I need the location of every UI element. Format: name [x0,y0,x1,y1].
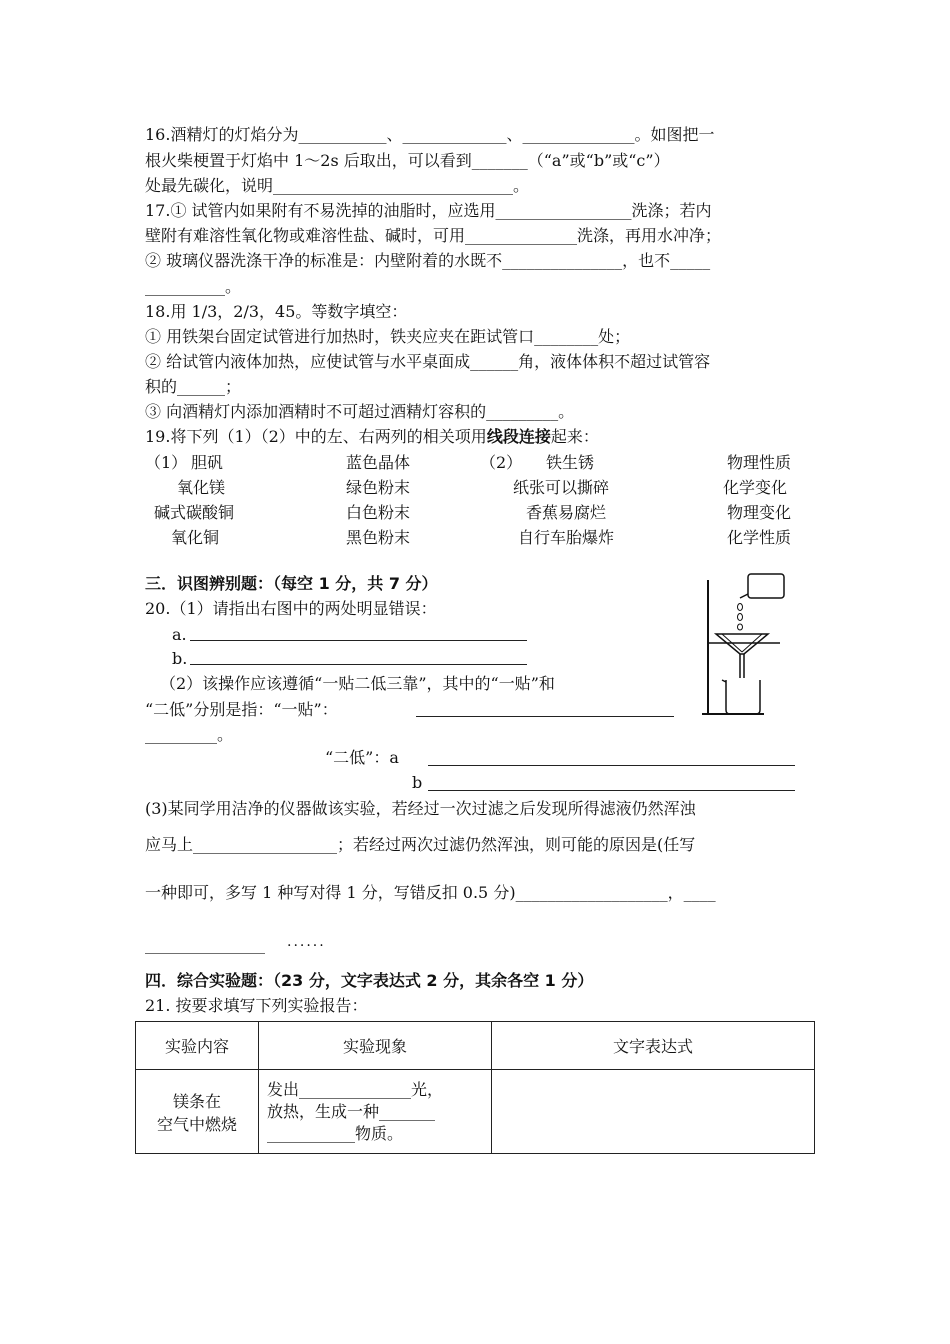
q20-line10: 一种即可，多写 1 种写对得 1 分，写错反扣 0.5 分)___________________，____ [145,883,716,902]
q20-line5: “二低”分别是指：“一贴”： [145,700,338,719]
q17-line1: 17.① 试管内如果附有不易洗掉的油脂时，应选用_________________洗涤；若内 [145,201,712,220]
q20-a-label: a. [172,625,187,644]
q20-line8: (3)某同学用洁净的仪器做该实验，若经过一次过滤之后发现所得滤液仍然浑浊 [145,799,696,818]
q19-group1-label: （1） [145,453,188,472]
q17-line3: ② 玻璃仪器洗涤干净的标准是：内壁附着的水既不_______________，也不_____ [145,251,711,270]
q17-line2: 壁附有难溶性氧化物或难溶性盐、碱时，可用______________洗涤，再用水冲净； [145,226,722,245]
q19-intro-bold: 线段连接 [486,427,551,446]
q19-intro [145,426,599,448]
filtration-apparatus-figure [700,570,810,720]
q20-line1: 20.（1）请指出右图中的两处明显错误： [145,599,437,618]
q20-line4: （2）该操作应该遵循“一贴二低三靠”，其中的“一贴”和 [160,674,555,693]
q19-col2-item: 黑色粉末 [346,528,411,547]
q19-col3-item: 自行车胎爆炸 [518,528,615,547]
row1-observation-line: ___________物质。 [267,1123,404,1143]
q18-line1: 18.用 1/3，2/3，45。等数字填空： [145,302,408,321]
table-row [136,1070,815,1154]
table-header-row [136,1022,815,1070]
q18-line4: 积的______； [145,377,242,396]
row1-observation-line: 发出______________光， [267,1079,444,1099]
q20-erdi-a-blank [428,765,795,766]
row1-content-line: 镁条在 [172,1091,221,1111]
q20-line6: _________。 [145,725,234,744]
q18-line5: ③ 向酒精灯内添加酒精时不可超过酒精灯容积的_________。 [145,402,575,421]
section-3-title: 三．识图辨别题：（每空 1 分，共 7 分） [145,574,438,593]
q19-col1-item: 胆矾 [191,453,224,472]
q19-col4-item: 物理性质 [727,453,792,472]
q20-line11: _______________ [145,935,265,954]
q19-col1-item: 碱式碳酸铜 [154,503,235,522]
q19-col1-item: 氧化铜 [171,528,220,547]
q19-col2-item: 白色粉末 [346,503,411,522]
q19-col4-item: 物理变化 [727,503,792,522]
q19-col4-item: 化学性质 [727,528,792,547]
row1-observation-line: 放热，生成一种_______ [267,1101,436,1121]
q19-intro-a: 19.将下列（1）（2）中的左、右两列的相关项用 [145,427,487,446]
row1-content-line: 空气中燃烧 [156,1114,237,1134]
q20-erdi-b-blank [428,790,795,791]
q20-b-blank [190,664,527,665]
section-4-title: 四．综合实验题：（23 分，文字表达式 2 分，其余各空 1 分） [145,971,594,990]
q21-intro: 21. 按要求填写下列实验报告： [145,996,368,1015]
q19-col3-item: 香蕉易腐烂 [526,503,607,522]
q20-b-label: b. [172,649,188,668]
table-cell-expression[interactable] [492,1070,815,1154]
q16-line1: 16.酒精灯的灯焰分为___________、_____________、______________。如图把一 [145,125,715,144]
q19-intro-b: 起来： [550,427,599,446]
q20-erdi-a-label: “二低”：a [325,748,399,767]
q16-line2: 根火柴梗置于灯焰中 1～2s 后取出，可以看到_______（“a”或“b”或“c”） [145,151,670,170]
q19-group2-label: （2） [480,453,523,472]
q19-col4-item: 化学变化 [723,478,788,497]
q20-erdi-b-label: b [412,773,423,792]
table-cell-observation [259,1070,492,1154]
experiment-report-table [135,1021,815,1154]
q19-col2-item: 蓝色晶体 [346,453,411,472]
q18-line2: ① 用铁架台固定试管进行加热时，铁夹应夹在距试管口________处； [145,327,631,346]
table-header-cell: 实验现象 [259,1022,492,1070]
q20-ellipsis: ...... [287,934,326,950]
q20-yitie-blank [416,716,674,717]
q19-col3-item: 纸张可以撕碎 [513,478,610,497]
q20-a-blank [190,640,527,641]
q19-col1-item: 氧化镁 [177,478,226,497]
q19-col2-item: 绿色粉末 [346,478,411,497]
table-cell-content [136,1070,259,1154]
table-header-cell: 文字表达式 [492,1022,815,1070]
q19-col3-item: 铁生锈 [546,453,595,472]
q20-line9: 应马上__________________；若经过两次过滤仍然浑浊，则可能的原因是(任写 [145,835,696,854]
q17-line4: __________。 [145,277,242,296]
q18-line3: ② 给试管内液体加热，应使试管与水平桌面成______角，液体体积不超过试管容 [145,352,711,371]
table-header-cell: 实验内容 [136,1022,259,1070]
q16-line3: 处最先碳化，说明______________________________。 [145,176,530,195]
